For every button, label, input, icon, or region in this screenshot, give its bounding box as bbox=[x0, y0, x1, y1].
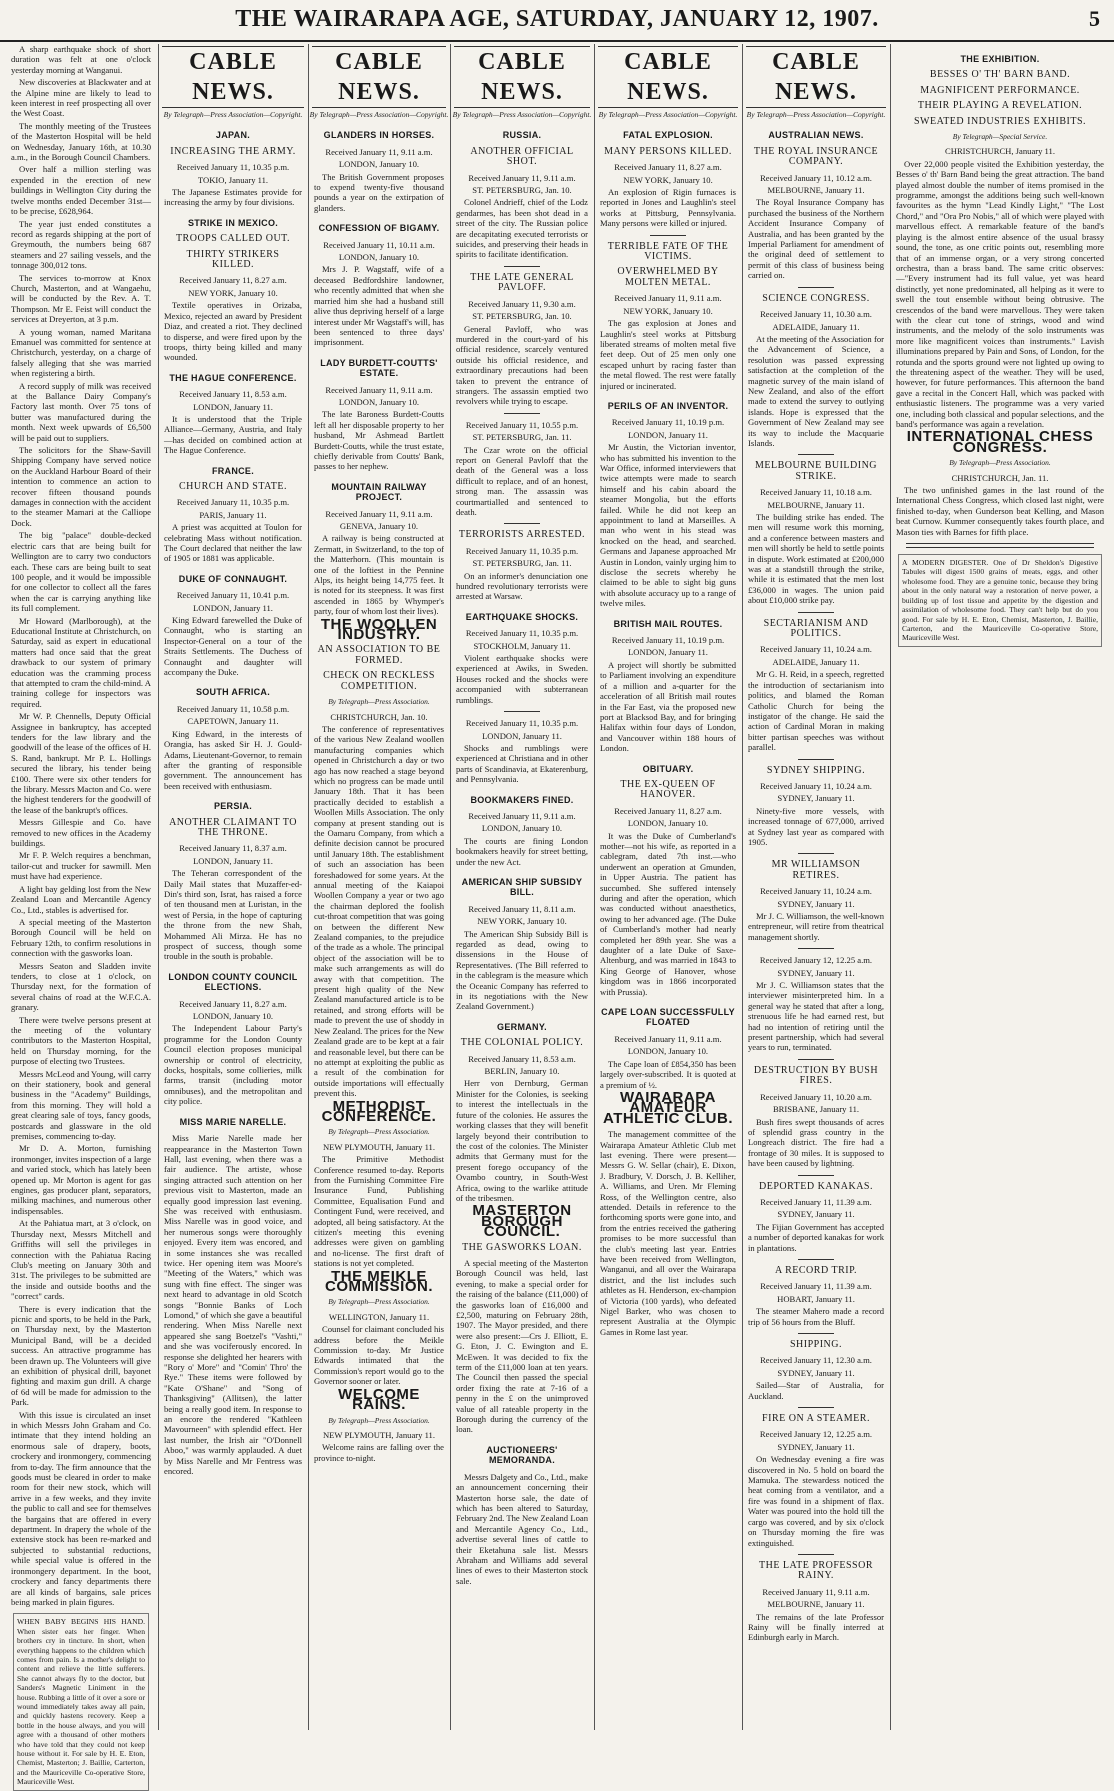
received-line: Received January 11, 10.30 a.m. bbox=[760, 309, 872, 320]
advertisement-liniment: WHEN BABY BEGINS HIS HAND. When sister eats her finger. When brothers cry in tincture. In short, when everything happens to the children which comes from pain. Is a mother's delight to content and relieve the little sufferers. She cannot always fly to the doctor, but Sanders's Magnetic Liniment in the house. Rubbing a little of it over a sore or wound immediately takes away all pain, and quickly hastens recovery. Keep a bottle in the house always, and you will agree with a thousand of other mothers who have told that they could not keep house without it. For sale by H. E. Eton, Chemist, Masterton; J. Baillie, Carterton, and the Mauriceville Co-operative Store, Mauriceville West. bbox=[13, 1613, 149, 1790]
section-byline: By Telegraph—Special Service. bbox=[952, 132, 1048, 142]
section-subtitle: THIRTY STRIKERS KILLED. bbox=[186, 248, 280, 271]
section-title: GERMANY. bbox=[497, 1021, 547, 1032]
cable-news-body bbox=[309, 130, 449, 1463]
local-paragraph: New discoveries at Blackwater and at the Alpine mine are likely to lead to keen interest in reef prospecting all over the West Coast. bbox=[11, 77, 151, 119]
column-cable-news-1 bbox=[158, 44, 307, 1730]
local-paragraph: The solicitors for the Shaw-Savill Shipping Company have served notice on the Auckland Harbour Board of their intention to commence an action to recover fifteen thousand pounds damages in connection with the accident to the steamer Mamari at the Calliope Dock. bbox=[11, 445, 151, 528]
section-title: WAIRARAPA AMATEUR ATHLETIC CLUB. bbox=[602, 1088, 734, 1127]
local-paragraph: Messrs McLeod and Young, will carry on their stationery, book and general business in the "Academy" Buildings, from this morning. They will hold a great clearing sale of toys, fancy goods, postcards and glassware in the old premises, commencing to-day. bbox=[11, 1068, 151, 1142]
cable-news-heading: CABLE NEWS. bbox=[162, 46, 304, 108]
received-line: Received January 11, 8.27 a.m. bbox=[614, 162, 722, 173]
section-title: CONFESSION OF BIGAMY. bbox=[318, 223, 440, 234]
section-title: JAPAN. bbox=[215, 130, 251, 141]
cable-news-body bbox=[451, 130, 593, 1586]
article-text: The gas explosion at Jones and Laughlin's steel works at Pittsburg liberated streams of molten metal five feet deep. Out of 25 men only one escaped unhurt by racing faster than the metal flowed. The rest were fatally injured or incinerated. bbox=[600, 318, 736, 391]
local-paragraph: Messrs Gillespie and Co. have removed to new offices in the Academy buildings. bbox=[11, 817, 151, 849]
section-subtitle: BESSES O' TH' BARN BAND. bbox=[929, 69, 1071, 81]
section-rule bbox=[798, 612, 834, 613]
local-paragraph: A record supply of milk was received at the Ballance Dairy Company's Factory last month. Over 75 tons of butter was manufactured during the month. Next week upwards of £6,500 will be paid out to suppliers. bbox=[11, 380, 151, 443]
dateline: LONDON, January 10. bbox=[627, 1046, 709, 1057]
section-rule bbox=[798, 287, 834, 288]
article-text: Mr J. C. Williamson, the well-known entrepreneur, will retire from theatrical management shortly. bbox=[748, 911, 884, 942]
section-rule bbox=[798, 1554, 834, 1555]
article-text: Miss Marie Narelle made her reappearance in the Masterton Town Hall, last evening, when there was a fair audience. The artiste, whose singing attracted such attention on her previous visit to Masterton, made an equally good impression last evening. She was received with enthusiasm. Miss Narelle was in good voice, and her numerous songs were thoroughly enjoyed. Every item was encored, and in some instances she was recalled twice. Her opening item was Moore's "Meeting of the Waters," which was sung with fine effect. The singer was next heard to advantage in old Scotch songs "Bonnie Banks of Loch Lomond," of which she gave a beautiful rendering. When Miss Narelle next appeared she sang Boetzel's "Vashti," and she was vociferously encored. In response she delighted her hearers with "Rory o' More" and "Comin' Thro' the Rye." These items were followed by "Kate O'Shane" and "Song of Thanksgiving" (Allitsen), the latter being a really good item. In response to an encore the rendered "Kathleen Mavourneen" with splendid effect. Her last number, the Irish air "O'Donnell Aboo," was warmly applauded. A duet by Miss Narelle and Mr Fentress was encored. bbox=[164, 1133, 302, 1477]
section-rule bbox=[798, 1407, 834, 1408]
section-rule bbox=[504, 266, 540, 267]
section-subtitle: FIRE ON A STEAMER. bbox=[762, 1413, 870, 1425]
dateline: NEW PLYMOUTH, January 11. bbox=[322, 1141, 436, 1152]
cable-news-body bbox=[743, 130, 889, 1642]
article-text: The Royal Insurance Company has purchased the business of the Northern Accident Insurance Company of Australia, and has been granted by the Imperial Parliament for amendment of the original deed of settlement to permit of this class of business being carried on. bbox=[748, 197, 884, 281]
section-title: BOOKMAKERS FINED. bbox=[470, 794, 574, 805]
article-text: The Czar wrote on the official report on General Pavloff that the death of the General was a loss difficult to replace, and of an honest, strong man. The assassin was courtmartialled and sentenced to death. bbox=[456, 444, 588, 517]
article-text: King Edward farewelled the Duke of Connaught, who is starting an Inspector-General on a tour of the Straits Settlements. The Duchess of Connaught and daughter will accompany the Duke. bbox=[164, 615, 302, 678]
ad-rule bbox=[906, 543, 1093, 548]
article-text: The late Baroness Burdett-Coutts left all her disposable property to her husband, Mr Ashmead Bartlett Burdett-Coutts, while the trust estate, chiefly derivable from Coutts' Bank, passes to her nephew. bbox=[314, 409, 444, 472]
section-subtitle: SCIENCE CONGRESS. bbox=[762, 292, 870, 304]
dateline: LONDON, January 11. bbox=[193, 401, 273, 412]
dateline: WELLINGTON, January 11. bbox=[328, 1311, 430, 1322]
cable-news-heading: CABLE NEWS. bbox=[598, 46, 738, 108]
dateline: MELBOURNE, January 11. bbox=[767, 185, 865, 196]
article-text: Colonel Andrieff, chief of the Lodz gendarmes, has been shot dead in a street of the city. The Russian police are decapitating executed terrorists or suicides, and preserving their heads in spirits to facilitate identification. bbox=[456, 197, 588, 260]
received-line: Received January 11, 10.55 p.m. bbox=[465, 419, 579, 430]
received-line: Received January 11, 9.11 a.m. bbox=[468, 810, 576, 821]
dateline: LONDON, January 11. bbox=[193, 602, 273, 613]
section-subtitle: SYDNEY SHIPPING. bbox=[766, 764, 866, 776]
section-rule bbox=[504, 523, 540, 524]
article-text: Mr Austin, the Victorian inventor, who has submitted his invention to the War Office, informed interviewers that twice attempts were made to search himself and his cabin aboard the steamer Mongolia, but the efforts failed. While he did not keep an appointment to land at Marseilles. A man who went in his stead was knocked on the head, and searched. Germans and Japanese approached Mr Austin in London, vainly urging him to disclose the secrets whereby he claimed to be able to sight big guns with absolute accuracy up to a range of twelve miles. bbox=[600, 442, 736, 609]
received-line: Received January 11, 9.30 a.m. bbox=[468, 298, 576, 309]
section-subtitle: OVERWHELMED BY MOLTEN METAL. bbox=[617, 266, 719, 288]
page-number: 5 bbox=[1089, 6, 1100, 31]
dateline: GENEVA, January 10. bbox=[339, 521, 419, 531]
column-exhibition-chess bbox=[890, 44, 1109, 1730]
article-text: The remains of the late Professor Rainy will be finally interred at Edinburgh early in March. bbox=[748, 1611, 884, 1643]
advertisement-digester: A MODERN DIGESTER. One of Dr Sheldon's Digestive Tabules will digest 1500 grains of meats, eggs, and other wholesome food. They are a genuine tonic, because they bring about in the only natural way a restoration of nerve power, a building up of lost tissue and appetite by the digestion and assimilation of wholesome food. They can't help but do you good. For sale by H. E. Eton, Chemist, Masterton, J. Baillie, Carterton, and the Mauriceville Co-operative Store, Mauriceville West. bbox=[898, 554, 1102, 647]
local-paragraph: A special meeting of the Masterton Borough Council will be held on February 12th, to confirm resolutions in connection with the gasworks loan. bbox=[11, 916, 151, 959]
received-line: Received January 11, 10.11 a.m. bbox=[323, 239, 435, 250]
section-rule bbox=[798, 454, 834, 455]
article-text: The two unfinished games in the last round of the International Chess Congress, which closed last night, were finished to-day, when Gunderson beat Kelling, and Mason beat Curnow. Kummer consequently takes fourth place, and Mason ties with Barnes for fifth place. bbox=[896, 485, 1104, 537]
article-text: Sailed—Star of Australia, for Auckland. bbox=[748, 1380, 884, 1401]
local-paragraph: The year just ended constitutes a record as regards shipping at the port of Greymouth, the numbers being 687 steamers and 27 sailing vessels, and the tonnage 300,012 tons. bbox=[11, 218, 151, 271]
section-subtitle: THE GASWORKS LOAN. bbox=[462, 1241, 582, 1253]
section-subtitle: THE EX-QUEEN OF HANOVER. bbox=[620, 778, 716, 801]
local-paragraph: Mr W. P. Chennells, Deputy Official Assignee in bankruptcy, has accepted tenders for the law library and the goodwill of the lease of the offices of H. S. Rand, bankrupt. Mr P. L. Hollings secured the library, his tender being £100. There were six other tenders for the library. Messrs Macton and Co. were the highest tenderers for the goodwill of the lease of the bankrupt's offices. bbox=[11, 711, 151, 815]
section-title: STRIKE IN MEXICO. bbox=[187, 217, 279, 228]
article-text: The British Government proposes to expend twenty-five thousand pounds a year on the extirpation of glanders. bbox=[314, 171, 444, 213]
local-paragraph: The big "palace" double-decked electric cars that are being built for Wellington are to carry two conductors each. These cars are being built to seat 100 people, and it would be impossible for one collector to collect all the fares when the car is carrying anything like its full complement. bbox=[11, 530, 151, 614]
article-text: Herr von Dernburg, German Minister for the Colonies, is seeking to interest the intellectuals in the future of the colonies. He assures the working classes that they will benefit largely beyond their contribution to the cost of the colonies. The Minister admits that Germany must for the present forego occupancy of the Ovambo country, in South-West Africa, owing to the warlike attitude of the tribesmen. bbox=[456, 1078, 588, 1203]
article-text: On an informer's denunciation one hundred revolutionary terrorists were arrested at Warsaw. bbox=[456, 570, 588, 602]
article-text: It was the Duke of Cumberland's mother—not his wife, as reported in a cablegram, dated 7th inst.—who underwent an operation at Gmunden, in Upper Austria. The patient has succumbed. She suffered intensely during and after the operation, which was conducted without anaesthetics, owing to her advanced age. (The Duke of Cumberland's mother had nearly completed her 89th year. She was a daughter of a late Duke of Saxe-Altenburg, and was married in 1843 to King George of Hanover, whose kingdom was in 1866 incorporated with Prussia). bbox=[600, 830, 736, 997]
received-line: Received January 11, 10.24 a.m. bbox=[760, 886, 872, 897]
article-text: Textile operatives in Orizaba, Mexico, rejected an award by President Diaz, and created a riot. They declined to disperse, and were fired upon by the troops, thirty being killed and many wounded. bbox=[164, 300, 302, 363]
received-line: Received January 12, 12.25 a.m. bbox=[759, 1429, 873, 1440]
section-subtitle: THEIR PLAYING A REVELATION. bbox=[917, 100, 1083, 112]
received-line: Received January 11, 10.19 p.m. bbox=[611, 417, 725, 428]
section-title: EARTHQUAKE SHOCKS. bbox=[465, 611, 579, 622]
article-text: The conference of representatives of the various New Zealand woollen manufacturing companies which opened in Christchurch a day or two ago has now reached a stage beyond which no progress can be made until January 18th. That it has been practically decided to establish a Woollen Mills Association. The only company at present standing out is the Oamaru Company, from which a definite decision cannot be procured until January 18th. The establishment of such an association has been foreshadowed for some years. At the annual meeting of the Kaiapoi Woollen Company a year or two ago the chairman deplored the foolish cut-throat competition that was going on between the different New Zealand companies, to the prejudice of the trade as a whole. The principal object of the association will be to make such arrangements as will do away with that competition. The present high quality of the New Zealand manufactured article is to be retained, and strong efforts will be made to prevent the use of shoddy in New Zealand. The prices for the New Zealand grade are to be kept at a fair and reasonable level, but there can be no attempt at exploiting the public as a result of the combination for outside importations will effectually prevent this. bbox=[314, 723, 444, 1099]
received-line: Received January 11, 9.11 a.m. bbox=[325, 146, 433, 157]
section-subtitle: MELBOURNE BUILDING STRIKE. bbox=[754, 460, 878, 482]
received-line: Received January 11, 10.35 p.m. bbox=[465, 545, 579, 556]
received-line: Received January 11, 9.11 a.m. bbox=[614, 1033, 722, 1044]
dateline: HOBART, January 11. bbox=[777, 1293, 855, 1304]
cable-news-body bbox=[891, 54, 1109, 647]
section-byline: By Telegraph—Press Association. bbox=[328, 1415, 430, 1425]
local-news-body bbox=[6, 44, 156, 1791]
received-line: Received January 11, 10.35 p.m. bbox=[465, 718, 579, 729]
received-line: Received January 11, 8.27 a.m. bbox=[179, 275, 287, 286]
dateline: ADELAIDE, January 11. bbox=[772, 321, 860, 332]
received-line: Received January 11, 10.20 a.m. bbox=[760, 1091, 872, 1102]
section-rule bbox=[650, 235, 686, 236]
section-byline: By Telegraph—Press Association. bbox=[328, 697, 430, 707]
received-line: Received January 11, 12.30 a.m. bbox=[760, 1355, 872, 1366]
dateline: NEW YORK, January 10. bbox=[477, 916, 567, 927]
section-byline: By Telegraph—Press Association. bbox=[328, 1297, 430, 1307]
local-paragraph: Mr Howard (Marlborough), at the Educational Institute at Christchurch, on Saturday, said as expert in educational matters had once said that the great drawback to our system of primary education was the cramming process that attempted to cram the child-mind. A training college for inspectors was required. bbox=[11, 615, 151, 709]
cable-news-body bbox=[595, 130, 741, 1337]
section-title: LONDON COUNTY COUNCIL ELECTIONS. bbox=[168, 971, 298, 993]
section-title: CAPE LOAN SUCCESSFULLY FLOATED bbox=[601, 1007, 735, 1028]
section-subtitle: CHECK ON RECKLESS COMPETITION. bbox=[323, 670, 435, 692]
local-paragraph: At the Pahiatua mart, at 3 o'clock, on Thursday next, Messrs Mitchell and Griffiths will sell the privileges in connection with the Pahiatua Racing Club's meeting on January 30th and 31st. The privileges to be submitted are the inside and outside booths and the "correct" cards. bbox=[11, 1218, 151, 1302]
received-line: Received January 11, 10.12 a.m. bbox=[760, 172, 872, 183]
dateline: TOKIO, January 11. bbox=[197, 174, 269, 185]
cable-news-byline: By Telegraph—Press Association—Copyright. bbox=[452, 110, 592, 119]
article-text: Violent earthquake shocks were experienced at Awiks, in Sweden. Houses rocked and the shocks were accompanied with subterranean rumblings. bbox=[456, 653, 588, 705]
article-text: The steamer Mahero made a record trip of 56 hours from the Bluff. bbox=[748, 1306, 884, 1327]
section-title: THE HAGUE CONFERENCE. bbox=[169, 372, 297, 383]
received-line: Received January 11, 8.27 a.m. bbox=[614, 805, 722, 816]
article-text: A railway is being constructed at Zermatt, in Switzerland, to the top of the Matterhorn. (This mountain is one of the loftiest in the Pennine Alps, its height being 14,775 feet. It is noted for its steepness. It was first ascended in 1865 by Whymper's party, four of whom lost their lives). bbox=[314, 533, 444, 617]
article-text: General Pavloff, who was murdered in the court-yard of his official residence, scarcely ventured outside his official residence, and extraordinary precautions had been taken to prevent the entrance of strangers. The assassin emptied two revolvers while trying to escape. bbox=[456, 323, 588, 407]
section-subtitle: CHURCH AND STATE. bbox=[179, 480, 287, 492]
received-line: Received January 11, 8.27 a.m. bbox=[179, 998, 287, 1009]
dateline: LONDON, January 11. bbox=[193, 855, 273, 866]
column-cable-news-2 bbox=[308, 44, 449, 1730]
received-line: Received January 11, 11.39 a.m. bbox=[760, 1196, 872, 1207]
local-paragraph: There is every indication that the picnic and sports, to be held in the Park, on Thursday next, by the Masterton Municipal Band, will be a decided success. An attractive programme has been drawn up. The Volunteers will give an exhibition of physical drill, bayonet fighting and maxim gun drill. A charge of 6d will be made for admission to the Park. bbox=[11, 1303, 151, 1408]
local-paragraph: Mr D. A. Morton, furnishing ironmonger, invites inspection of a large and varied stock, which has lately been opened up. Mr Morton is agent for gas engines, gas producer plant, separators, milking machines, and numerous other indispensables. bbox=[11, 1143, 151, 1216]
received-line: Received January 11, 10.41 p.m. bbox=[176, 590, 290, 601]
dateline: NEW YORK, January 10. bbox=[623, 174, 713, 185]
section-title: RUSSIA. bbox=[502, 130, 542, 141]
section-rule bbox=[798, 1059, 834, 1060]
dateline: BRISBANE, January 11. bbox=[772, 1104, 860, 1115]
dateline: ST. PETERSBURG, Jan. 11. bbox=[472, 432, 572, 443]
section-title: DUKE OF CONNAUGHT. bbox=[178, 573, 288, 584]
section-rule bbox=[798, 948, 834, 949]
article-text: A project will shortly be submitted to Parliament involving an expenditure of a million and a-quarter for the acceleration of all British mail routes in the Far East, via the proposed new port at Blacksod Bay, and for bringing Halifax within four days of London, and Vancouver within 188 hours of London. bbox=[600, 659, 736, 754]
section-title: BRITISH MAIL ROUTES. bbox=[613, 618, 723, 629]
section-byline: By Telegraph—Press Association. bbox=[328, 1127, 430, 1137]
cable-news-body bbox=[159, 130, 307, 1476]
local-paragraph: There were twelve persons present at the meeting of the voluntary contributors to the Masterton Hospital, held on Thursday morning, for the purpose of electing two Trustees. bbox=[11, 1014, 151, 1067]
cable-news-byline: By Telegraph—Press Association—Copyright. bbox=[309, 110, 449, 119]
local-paragraph: Mr F. P. Welch requires a benchman, tailor-cut and trucker for sawmill. Men must have had experience. bbox=[11, 850, 151, 882]
section-title: FATAL EXPLOSION. bbox=[623, 130, 713, 141]
article-text: The Primitive Methodist Conference resumed to-day. Reports from the Furnishing Committee Fire Insurance Fund, Publishing Committee, Equalisation Fund and Contingent Fund, were received, and adopted, all being satisfactory. At the citizen's meeting this evening addresses were given on gambling and no-license. The first draft of stations is not yet completed. bbox=[314, 1154, 444, 1269]
dateline: CHRISTCHURCH, January 11. bbox=[945, 146, 1055, 157]
article-text: The Fijian Government has accepted a number of deported kanakas for work in plantations. bbox=[748, 1221, 884, 1253]
dateline: SYDNEY, January 11. bbox=[777, 967, 855, 978]
section-title: WELCOME RAINS. bbox=[338, 1385, 420, 1414]
section-title: GLANDERS IN HORSES. bbox=[323, 130, 435, 141]
section-subtitle: DESTRUCTION BY BUSH FIRES. bbox=[753, 1064, 879, 1087]
received-line: Received January 12, 12.25 a.m. bbox=[759, 955, 873, 966]
dateline: LONDON, January 11. bbox=[482, 730, 562, 741]
local-paragraph: The services to-morrow at Knox Church, Masterton, and at Wangaehu, will be conducted by the Rev. A. T. Thompson. Mr E. Feist will conduct the services at Dreyerton, at 3 p.m. bbox=[11, 272, 151, 325]
section-subtitle: MR WILLIAMSON RETIRES. bbox=[771, 859, 861, 881]
dateline: SYDNEY, January 11. bbox=[777, 1209, 855, 1220]
section-subtitle: SWEATED INDUSTRIES EXHIBITS. bbox=[913, 115, 1087, 127]
received-line: Received January 11, 10.35 p.m. bbox=[176, 162, 290, 173]
dateline: NEW PLYMOUTH, January 11. bbox=[322, 1429, 436, 1440]
dateline: LONDON, January 10. bbox=[338, 159, 420, 170]
received-line: Received January 11, 10.35 p.m. bbox=[176, 497, 290, 508]
section-title: AMERICAN SHIP SUBSIDY BILL. bbox=[461, 876, 583, 898]
dateline: CHRISTCHURCH, Jan. 11. bbox=[951, 472, 1049, 483]
section-rule bbox=[798, 853, 834, 854]
column-local-news bbox=[6, 44, 156, 1787]
section-title: MISS MARIE NARELLE. bbox=[179, 1116, 287, 1127]
section-subtitle: MAGNIFICENT PERFORMANCE. bbox=[920, 84, 1080, 96]
section-subtitle: SECTARIANISM AND POLITICS. bbox=[763, 617, 869, 640]
section-title: INTERNATIONAL CHESS CONGRESS. bbox=[906, 428, 1094, 456]
local-paragraph: Messrs Seaton and Sladden invite tenders, to close at 1 o'clock, on Thursday next, for the formation of several chains of road at the W.F.C.A. granary. bbox=[11, 960, 151, 1013]
local-paragraph: A light bay gelding lost from the New Zealand Loan and Mercantile Agency Co., Ltd., stables is advertised for. bbox=[11, 883, 151, 915]
dateline: CHRISTCHURCH, Jan. 10. bbox=[330, 711, 428, 722]
article-text: King Edward, in the interests of Orangia, has asked Sir H. J. Gould-Adams, Lieutenant-Governor, to remain after the granting of responsible government. The announcement has been received with enthusiasm. bbox=[164, 728, 302, 791]
column-cable-news-5 bbox=[742, 44, 889, 1730]
received-line: Received January 11, 8.37 a.m. bbox=[179, 843, 287, 854]
section-title: SOUTH AFRICA. bbox=[195, 687, 271, 698]
dateline: STOCKHOLM, January 11. bbox=[473, 640, 571, 651]
article-text: At the meeting of the Association for the Advancement of Science, a resolution was passed expressing satisfaction at the completion of the magnetic survey of the main island of New Zealand, and also of the effort made to extend the survey to outlying islands. Hope is expressed that the Government of New Zealand may see its way to include the Macquarie Islands. bbox=[748, 333, 884, 448]
received-line: Received January 11, 10.58 p.m. bbox=[176, 703, 290, 714]
article-text: The American Ship Subsidy Bill is regarded as dead, owing to dissensions in the House of Representatives. (The Bill referred to in the cablegram is the measure which the Oceanic Company has referred to in its negotiations with the New Zealand Government.) bbox=[456, 928, 588, 1012]
section-subtitle: TERRIBLE FATE OF THE VICTIMS. bbox=[607, 240, 729, 263]
received-line: Received January 11, 10.24 a.m. bbox=[760, 644, 872, 655]
article-text: Bush fires swept thousands of acres of splendid grass country in the Longreach district. The fire had a frontage of 30 miles. It is supposed to have been caused by lightning. bbox=[748, 1116, 884, 1169]
cable-news-byline: By Telegraph—Press Association—Copyright. bbox=[163, 110, 303, 119]
section-subtitle: THE LATE GENERAL PAVLOFF. bbox=[470, 271, 574, 294]
dateline: BERLIN, January 10. bbox=[484, 1066, 560, 1077]
section-subtitle: ANOTHER CLAIMANT TO THE THRONE. bbox=[169, 816, 297, 838]
dateline: LONDON, January 10. bbox=[481, 823, 563, 834]
local-paragraph: A sharp earthquake shock of short duration was felt at one o'clock yesterday morning at Wanganui. bbox=[11, 44, 151, 75]
article-text: The Japanese Estimates provide for increasing the army by four divisions. bbox=[164, 187, 302, 208]
local-paragraph: With this issue is circulated an inset in which Messrs John Graham and Co. intimate that they intend holding an enormous sale of drapery, boots, crockery and ironmongery, commencing from to-day. The firm announce that the goods must be cleared in order to make room for their new stock, which will arrive in a few weeks, and they invite the public to call and see for themselves the bargains that are offered in every department. In drapery the whole of the extensive stock has been re-marked and subjected to substantial reductions, while special value is offered in the ironmongery department. In the boot, crockery and fancy departments there are all kinds of bargains, sale prices being marked in plain figures. bbox=[11, 1409, 151, 1607]
received-line: Received January 11, 10.24 a.m. bbox=[760, 780, 872, 791]
dateline: LONDON, January 11. bbox=[628, 429, 708, 440]
section-title: OBITUARY. bbox=[642, 763, 694, 774]
masthead bbox=[0, 0, 1114, 42]
dateline: MELBOURNE, January 11. bbox=[767, 499, 865, 510]
section-subtitle: A RECORD TRIP. bbox=[774, 1264, 858, 1276]
section-title: LADY BURDETT-COUTTS' ESTATE. bbox=[320, 357, 438, 379]
columns bbox=[6, 44, 1108, 1787]
local-paragraph: The monthly meeting of the Trustees of the Masterton Hospital will be held on Wednesday, January 16th, at 10.30 a.m., in the Borough Council Chambers. bbox=[11, 120, 151, 163]
dateline: LONDON, January 11. bbox=[628, 647, 708, 658]
cable-news-byline: By Telegraph—Press Association—Copyright. bbox=[746, 110, 886, 119]
section-rule bbox=[798, 759, 834, 760]
article-text: The Teheran correspondent of the Daily Mail states that Muzaffer-ed-Din's third son, Israt, has raised a force of ten thousand men at Luristan, in the west of Persia, in the hope of capturing the throne from the new Shah, Mohammed Ali Mirza. He has no prospect of success, though some trouble in the south is probable. bbox=[164, 868, 302, 962]
article-text: Mr G. H. Reid, in a speech, regretted the introduction of sectarianism into politics, and blamed the Roman Catholic Church for being the instigator of the change. He said the action of Cardinal Moran in making bitter partisan speeches was without parallel. bbox=[748, 669, 884, 753]
article-text: Ninety-five more vessels, with increased tonnage of 677,000, arrived at Sydney last year as compared with 1905. bbox=[748, 805, 884, 847]
section-title: THE WOOLLEN INDUSTRY. bbox=[320, 615, 438, 644]
section-subtitle: AN ASSOCIATION TO BE FORMED. bbox=[317, 644, 441, 666]
dateline: MELBOURNE, January 11. bbox=[767, 1599, 865, 1610]
article-text: On Wednesday evening a fire was discovered in No. 5 hold on board the Mamuka. The stewardess noticed the heat coming from a ventilator, and a fire was found in a shipment of flax. Water was poured into the hold till the cargo was covered, and by six o'clock on Thursday morning the fire was extinguished. bbox=[748, 1454, 884, 1548]
received-line: Received January 11, 10.19 p.m. bbox=[611, 635, 725, 646]
section-subtitle: ANOTHER OFFICIAL SHOT. bbox=[470, 145, 574, 168]
dateline: SYDNEY, January 11. bbox=[777, 1441, 855, 1452]
received-line: Received January 11, 9.11 a.m. bbox=[325, 384, 433, 395]
article-text: A special meeting of the Masterton Borough Council was held, last evening, to make a special order for the raising of the balance (£11,000) of the gasworks loan of £16,000 and £2,500, maturing on February 28th, 1907. The Mayor presided, and there were also present:—Crs J. Elliott, E. G. Eton, J. C. Ewington and E. McEwen. It was decided to fix the term of the £11,000 loan at ten years. The Council then passed the special order fixing the rate at 7-16 of a penny in the £ on the unimproved value of all rateable property in the Borough during the currency of the loan. bbox=[456, 1257, 588, 1435]
article-text: The Independent Labour Party's programme for the London County Council election proposes municipal ownership or control of electricity, docks, hospitals, some collieries, milk farms, transit (including motor omnibuses), and the metropolitan and city police. bbox=[164, 1023, 302, 1107]
section-title: AUCTIONEERS' MEMORANDA. bbox=[486, 1444, 558, 1466]
article-text: Over 22,000 people visited the Exhibition yesterday, the Besses o' th' Barn Band being the great attraction. The band played almost double the number of items promised in the programme, amongst the additions being such well-known favourites as the hymn "Lead Kindly Light," "The Lost Chord," and "Ora Pro Nobis," all of which were played with marvellous effect. A remarkable feature of the band's playing is the almost entire absence of the usual brassy sound, the tone, as one critic points out, resembling more that of an immense organ, or a very strong concerted orchestra, than a brass band. The same critic observes:—"Every instrument had its full value, yet was heard distinctly, yet none predominated, all helping as it were to swell the tout ensemble without being obtrusive. The crescendos of the band were marvellous. They were taken with the clear cut tone of strings, wood and wind instruments, and the melody of the solo instruments was more like magnificent voices than instruments." Lavish illuminations prepared by Pain and Sons, of London, for the rotunda and the sports ground were not lighted up owing to the threatening aspect of the weather. They will be used, however, for future performances. This afternoon the band gave a recital in the Concert Hall, which was packed with enthusiastic listeners. The programme was a very varied one, including both classical and popular selections, and the band's performance was again a revelation. bbox=[896, 158, 1104, 429]
received-line: Received January 11, 9.11 a.m. bbox=[614, 293, 722, 304]
dateline: CAPETOWN, January 11. bbox=[187, 716, 279, 727]
dateline: LONDON, January 10. bbox=[192, 1011, 274, 1022]
column-cable-news-4 bbox=[594, 44, 741, 1730]
section-subtitle: DEPORTED KANAKAS. bbox=[758, 1180, 873, 1192]
cable-news-heading: CABLE NEWS. bbox=[312, 46, 446, 108]
article-text: Messrs Dalgety and Co., Ltd., make an announcement concerning their Masterton horse sale, the date of which has been altered to Saturday, February 2nd. The New Zealand Loan and Mercantile Agency Co., Ltd., advertise several lines of cattle to their Eketahuna sale list. Messrs Abraham and Williams add several lines of ewes to their Masterton stock sale. bbox=[456, 1471, 588, 1586]
section-subtitle: TERRORISTS ARRESTED. bbox=[458, 529, 586, 541]
dateline: SYDNEY, January 11. bbox=[777, 793, 855, 804]
section-rule bbox=[798, 1259, 834, 1260]
article-text: It is understood that the Triple Alliance—Germany, Austria, and Italy—has decided on combined action at The Hague Conference. bbox=[164, 413, 302, 456]
dateline: NEW YORK, January 10. bbox=[623, 305, 713, 316]
section-subtitle: THE LATE PROFESSOR RAINY. bbox=[758, 1559, 873, 1582]
article-text: The Cape loan of £854,350 has been largely over-subscribed. It is quoted at a premium of ½. bbox=[600, 1058, 736, 1090]
section-title: FRANCE. bbox=[211, 465, 255, 476]
article-text: An explosion of Rigin furnaces is reported in Jones and Laughlin's steel works at Pittsburg, Pennsylvania. Many persons were killed or injured. bbox=[600, 187, 736, 229]
dateline: ADELAIDE, January 11. bbox=[772, 656, 860, 667]
section-title: AUSTRALIAN NEWS. bbox=[768, 130, 864, 141]
received-line: Received January 11, 8.53 a.m. bbox=[179, 389, 287, 400]
section-title: PERSIA. bbox=[213, 801, 253, 812]
article-text: The management committee of the Wairarapa Amateur Athletic Club met last evening. There were present—Messrs G. W. Sellar (chair), E. Dixon, J. Bradbury, V. Dorsch, J. B. Kelliher, A. Williams, and Uren. Mr Fleming Ross, of the Wellington centre, also attended. Details in reference to the forthcoming sports were gone into, and from the entries received the gathering promises to be more successful than the club's meeting last year. Entries have been received from Wellington, Wanganui, and all over the Wairarapa district, and the list includes such athletes as H. Henderson, ex-champion of Victoria (100 yards), who defeated Nigel Barker, who was chosen to represent Australia at the Olympic Games in Rome last year. bbox=[600, 1129, 736, 1337]
received-line: Received January 11, 9.11 a.m. bbox=[325, 508, 433, 519]
section-subtitle: INCREASING THE ARMY. bbox=[170, 145, 296, 157]
dateline: ST. PETERSBURG, Jan. 10. bbox=[472, 311, 572, 322]
received-line: Received January 11, 8.53 a.m. bbox=[468, 1053, 576, 1064]
article-text: Mrs J. P. Wagstaff, wife of a deceased Bedfordshire landowner, who recently admitted that when she married him she had a husband still alive thus depriving herself of a large interest under Mr Wagstaff's will, has been sentenced to three days' imprisonment. bbox=[314, 264, 444, 348]
local-paragraph: A young woman, named Maritana Emanuel was committed for sentence at Christchurch, yesterday, on a charge of falsely alleging that she was married when registering a birth. bbox=[11, 326, 151, 379]
received-line: Received January 11, 9.11 a.m. bbox=[468, 172, 576, 183]
received-line: Received January 11, 8.11 a.m. bbox=[468, 903, 576, 914]
section-title: METHODIST CONFERENCE. bbox=[321, 1097, 437, 1125]
received-line: Received January 11, 11.39 a.m. bbox=[760, 1281, 872, 1292]
cable-news-byline: By Telegraph—Press Association—Copyright. bbox=[598, 110, 738, 119]
received-line: Received January 11, 10.18 a.m. bbox=[760, 487, 872, 498]
section-rule bbox=[798, 1175, 834, 1176]
cable-news-heading: CABLE NEWS. bbox=[746, 46, 886, 108]
section-subtitle: THE ROYAL INSURANCE COMPANY. bbox=[753, 145, 879, 168]
dateline: ST. PETERSBURG, Jan. 11. bbox=[472, 558, 572, 569]
article-text: Mr J. C. Williamson states that the interviewer misinterpreted him. In a general way he stated that after a long, strenuous life he had earned rest, but had no intention of retiring until the present partnership, which had several years to run, terminated. bbox=[748, 980, 884, 1053]
section-rule bbox=[798, 1333, 834, 1334]
section-byline: By Telegraph—Press Association. bbox=[949, 458, 1051, 468]
section-subtitle: THE COLONIAL POLICY. bbox=[460, 1037, 584, 1049]
section-title: MOUNTAIN RAILWAY PROJECT. bbox=[331, 481, 427, 503]
dateline: SYDNEY, January 11. bbox=[777, 1367, 855, 1378]
local-paragraph: Over half a million sterling was expended in the erection of new buildings in Wellington City during the twelve months ended December 31st—to be precise, £628,964. bbox=[11, 164, 151, 217]
article-text: Welcome rains are falling over the province to-night. bbox=[314, 1442, 444, 1463]
dateline: LONDON, January 10. bbox=[338, 396, 420, 407]
newspaper-title: THE WAIRARAPA AGE, SATURDAY, JANUARY 12, 1907. bbox=[235, 6, 879, 32]
dateline: LONDON, January 10. bbox=[627, 818, 709, 829]
section-subtitle: SHIPPING. bbox=[789, 1339, 842, 1350]
dateline: ST. PETERSBURG, Jan. 10. bbox=[472, 185, 572, 196]
article-text: The building strike has ended. The men will resume work this morning, and a conference between masters and men will shortly be held to settle points in dispute. Work estimated at £200,000 was at a standstill through the strike, while it is estimated that the men lost £36,000 in wages. The union paid about £10,000 strike pay. bbox=[748, 512, 884, 606]
article-text: Counsel for claimant concluded his address before the Meikle Commission to-day. Mr Justice Edwards intimated that the Commission's report would go to the Governor sooner or later. bbox=[314, 1324, 444, 1387]
section-subtitle: MANY PERSONS KILLED. bbox=[604, 145, 732, 157]
section-title: MASTERTON BOROUGH COUNCIL. bbox=[472, 1202, 572, 1241]
section-title: THE EXHIBITION. bbox=[960, 54, 1040, 64]
section-title: THE MEIKLE COMMISSION. bbox=[324, 1267, 433, 1296]
column-cable-news-3 bbox=[450, 44, 593, 1730]
dateline: SYDNEY, January 11. bbox=[777, 898, 855, 909]
section-rule bbox=[504, 711, 540, 712]
article-text: The courts are fining London bookmakers heavily for street betting, under the new Act. bbox=[456, 835, 588, 867]
dateline: PARIS, January 11. bbox=[199, 509, 267, 520]
dateline: NEW YORK, January 10. bbox=[188, 287, 278, 298]
cable-news-heading: CABLE NEWS. bbox=[454, 46, 590, 108]
section-subtitle: TROOPS CALLED OUT. bbox=[175, 233, 291, 245]
article-text: Shocks and rumblings were experienced at Christiana and in other parts of Scandinavia, at Ekaterenburg, and Pennsylvania. bbox=[456, 742, 588, 785]
section-rule bbox=[504, 413, 540, 414]
section-title: PERILS OF AN INVENTOR. bbox=[607, 400, 729, 411]
received-line: Received January 11, 9.11 a.m. bbox=[762, 1586, 870, 1597]
article-text: A priest was acquitted at Toulon for celebrating Mass without notification. The Court declared that neither the law of 1905 or 1881 was applicable. bbox=[164, 522, 302, 564]
received-line: Received January 11, 10.35 p.m. bbox=[465, 628, 579, 639]
dateline: LONDON, January 10. bbox=[338, 252, 420, 263]
